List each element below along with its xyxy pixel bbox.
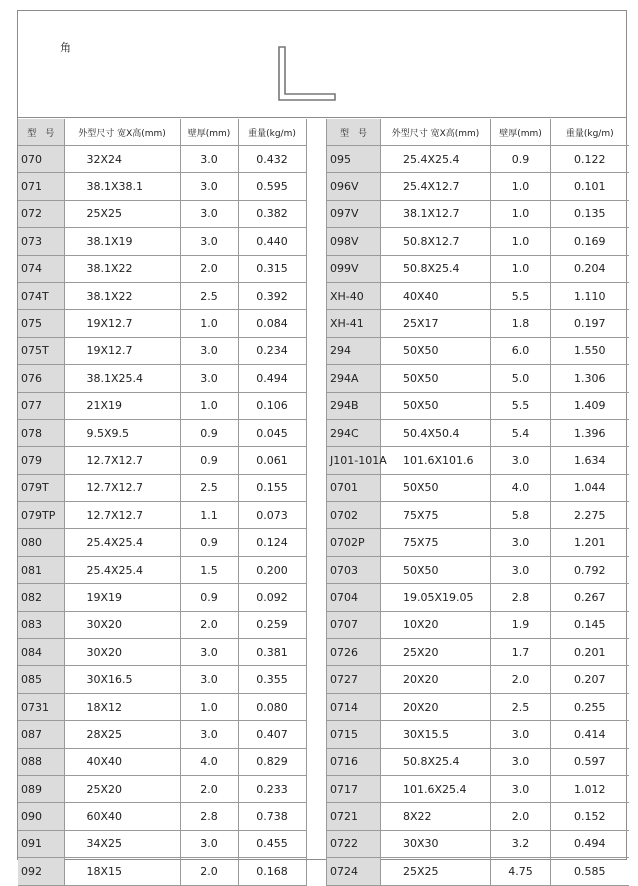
cell-size: 12.7X12.7 [64,447,180,474]
cell-size: 101.6X25.4 [381,775,491,802]
cell-thickness: 1.8 [491,310,551,337]
cell-weight: 1.550 [551,337,629,364]
cell-weight: 0.355 [238,666,306,693]
cell-model: 0727 [327,666,381,693]
col-header-model: 型 号 [18,119,64,146]
col-header-weight: 重量(kg/m) [551,119,629,146]
cell-thickness: 5.5 [491,392,551,419]
cell-model: 0715 [327,721,381,748]
cell-weight: 0.207 [551,666,629,693]
cell-thickness: 1.0 [180,392,238,419]
cell-model: 097V [327,200,381,227]
cell-thickness: 0.9 [180,584,238,611]
cell-size: 25X25 [381,858,491,885]
cell-size: 38.1X12.7 [381,200,491,227]
cell-size: 60X40 [64,803,180,830]
cell-weight: 0.106 [238,392,306,419]
cell-weight: 0.381 [238,639,306,666]
cell-size: 40X40 [381,282,491,309]
cell-thickness: 3.0 [491,556,551,583]
cell-size: 10X20 [381,611,491,638]
cell-weight: 1.044 [551,474,629,501]
table-row [327,337,629,364]
cell-thickness: 5.0 [491,365,551,392]
cell-thickness: 1.0 [180,310,238,337]
table-row [327,146,629,173]
table-row [327,419,629,446]
col-header-size: 外型尺寸 宽X高(mm) [381,119,491,146]
cell-thickness: 2.0 [491,803,551,830]
cell-weight: 0.315 [238,255,306,282]
cell-thickness: 2.8 [491,584,551,611]
cell-size: 50.8X25.4 [381,748,491,775]
cell-thickness: 1.5 [180,556,238,583]
cell-model: 087 [18,721,64,748]
cell-model: 090 [18,803,64,830]
cell-weight: 1.201 [551,529,629,556]
cell-weight: 0.494 [551,830,629,857]
cell-model: 092 [18,858,64,885]
col-header-size: 外型尺寸 宽X高(mm) [64,119,180,146]
cell-thickness: 3.0 [180,639,238,666]
cell-model: 098V [327,228,381,255]
cell-thickness: 4.0 [491,474,551,501]
cell-size: 25.4X25.4 [381,146,491,173]
table-gap [306,119,326,871]
cell-size: 19X19 [64,584,180,611]
cell-model: 0714 [327,693,381,720]
cell-model: 095 [327,146,381,173]
cell-size: 50X50 [381,337,491,364]
cell-model: 0704 [327,584,381,611]
cell-thickness: 3.0 [180,173,238,200]
cell-size: 38.1X25.4 [64,365,180,392]
cell-size: 75X75 [381,502,491,529]
cell-model: 0726 [327,639,381,666]
cell-thickness: 2.0 [180,858,238,885]
cell-thickness: 3.0 [180,666,238,693]
cell-thickness: 3.0 [491,447,551,474]
cell-thickness: 1.0 [491,228,551,255]
cell-thickness: 3.0 [180,830,238,857]
cell-model: 075T [18,337,64,364]
cell-model: 091 [18,830,64,857]
cell-weight: 0.061 [238,447,306,474]
cell-thickness: 4.0 [180,748,238,775]
cell-size: 50.8X25.4 [381,255,491,282]
col-header-thickness: 壁厚(mm) [491,119,551,146]
table-row [327,173,629,200]
cell-size: 19X12.7 [64,310,180,337]
cell-weight: 0.234 [238,337,306,364]
cell-thickness: 0.9 [180,419,238,446]
cell-weight: 0.122 [551,146,629,173]
table-header-row [18,119,306,146]
cell-weight: 0.204 [551,255,629,282]
cell-weight: 0.233 [238,775,306,802]
cell-thickness: 5.4 [491,419,551,446]
table-row [18,365,306,392]
cell-thickness: 2.0 [180,255,238,282]
table-row [18,639,306,666]
cell-size: 12.7X12.7 [64,474,180,501]
cell-thickness: 1.0 [491,200,551,227]
table-row [327,721,629,748]
cell-model: 084 [18,639,64,666]
cell-size: 30X30 [381,830,491,857]
cell-weight: 0.255 [551,693,629,720]
cell-model: 079T [18,474,64,501]
cell-thickness: 5.8 [491,502,551,529]
cell-weight: 0.414 [551,721,629,748]
table-row [327,502,629,529]
cell-thickness: 2.5 [180,474,238,501]
cell-size: 25X17 [381,310,491,337]
cell-model: 080 [18,529,64,556]
col-header-weight: 重量(kg/m) [238,119,306,146]
table-row [327,693,629,720]
cell-model: 0701 [327,474,381,501]
cell-model: 085 [18,666,64,693]
cell-model: 077 [18,392,64,419]
table-row [327,228,629,255]
cell-model: J101-101A [327,447,381,474]
cell-weight: 0.135 [551,200,629,227]
cell-model: 294A [327,365,381,392]
cell-thickness: 3.0 [180,146,238,173]
table-row [18,255,306,282]
cell-weight: 0.092 [238,584,306,611]
cell-weight: 0.494 [238,365,306,392]
cell-size: 38.1X38.1 [64,173,180,200]
cell-thickness: 3.0 [491,775,551,802]
cell-size: 75X75 [381,529,491,556]
cell-thickness: 0.9 [491,146,551,173]
table-row [18,419,306,446]
cell-weight: 0.597 [551,748,629,775]
cell-thickness: 2.0 [180,775,238,802]
cell-size: 30X20 [64,611,180,638]
table-row [18,502,306,529]
cell-size: 101.6X101.6 [381,447,491,474]
cell-thickness: 2.5 [491,693,551,720]
cell-model: 088 [18,748,64,775]
cell-size: 30X20 [64,639,180,666]
cell-model: 078 [18,419,64,446]
cell-model: XH-40 [327,282,381,309]
cell-weight: 1.634 [551,447,629,474]
cell-size: 30X16.5 [64,666,180,693]
table-row [18,282,306,309]
cell-thickness: 4.75 [491,858,551,885]
table-row [18,611,306,638]
table-row [327,282,629,309]
cell-size: 50X50 [381,365,491,392]
cell-weight: 0.440 [238,228,306,255]
cell-size: 38.1X22 [64,282,180,309]
cell-weight: 0.080 [238,693,306,720]
cell-weight: 1.396 [551,419,629,446]
table-row [327,310,629,337]
cell-weight: 0.169 [551,228,629,255]
cell-weight: 0.197 [551,310,629,337]
table-row [327,255,629,282]
cell-model: 0707 [327,611,381,638]
cell-model: 082 [18,584,64,611]
cell-size: 25.4X25.4 [64,529,180,556]
cell-model: 0717 [327,775,381,802]
cell-weight: 1.110 [551,282,629,309]
cell-size: 25X20 [381,639,491,666]
table-row [327,200,629,227]
cell-thickness: 2.0 [180,611,238,638]
cell-model: 089 [18,775,64,802]
cell-model: 0716 [327,748,381,775]
table-row [18,447,306,474]
cell-model: 0724 [327,858,381,885]
table-row [18,173,306,200]
cell-size: 50.4X50.4 [381,419,491,446]
cell-thickness: 0.9 [180,529,238,556]
table-row [327,365,629,392]
cell-thickness: 3.0 [180,721,238,748]
catalog-frame [17,10,627,878]
table-row [18,200,306,227]
table-row [327,748,629,775]
cell-model: 076 [18,365,64,392]
table-row [327,858,629,885]
cell-weight: 0.382 [238,200,306,227]
cell-weight: 0.155 [238,474,306,501]
cell-weight: 0.595 [238,173,306,200]
cell-model: 0721 [327,803,381,830]
cell-weight: 0.073 [238,502,306,529]
cell-model: 070 [18,146,64,173]
cell-size: 50X50 [381,474,491,501]
col-header-thickness: 壁厚(mm) [180,119,238,146]
cell-weight: 0.432 [238,146,306,173]
cell-size: 25X20 [64,775,180,802]
cell-weight: 0.792 [551,556,629,583]
cell-weight: 0.585 [551,858,629,885]
cell-model: 0731 [18,693,64,720]
table-row [18,830,306,857]
table-row [327,611,629,638]
table-row [18,529,306,556]
cell-weight: 0.168 [238,858,306,885]
table-row [18,392,306,419]
cell-model: 0702P [327,529,381,556]
cell-thickness: 2.5 [180,282,238,309]
catalog-header [18,11,626,118]
cell-size: 32X24 [64,146,180,173]
spec-table-right [326,119,629,886]
cell-size: 25.4X12.7 [381,173,491,200]
cell-size: 9.5X9.5 [64,419,180,446]
cell-weight: 0.259 [238,611,306,638]
cell-thickness: 3.0 [491,748,551,775]
table-row [327,666,629,693]
cell-model: 075 [18,310,64,337]
table-row [327,803,629,830]
cell-thickness: 1.0 [180,693,238,720]
cell-size: 30X15.5 [381,721,491,748]
cell-model: 294 [327,337,381,364]
cell-weight: 0.101 [551,173,629,200]
cell-size: 19.05X19.05 [381,584,491,611]
col-header-model: 型 号 [327,119,381,146]
spec-table-left [18,119,307,886]
table-row [327,830,629,857]
cell-thickness: 3.0 [180,200,238,227]
cell-weight: 1.306 [551,365,629,392]
cell-model: 074 [18,255,64,282]
cell-size: 21X19 [64,392,180,419]
cell-thickness: 1.7 [491,639,551,666]
cell-thickness: 1.9 [491,611,551,638]
table-row [18,803,306,830]
cell-weight: 1.409 [551,392,629,419]
cell-thickness: 1.0 [491,255,551,282]
cell-model: XH-41 [327,310,381,337]
table-row [18,584,306,611]
cell-thickness: 5.5 [491,282,551,309]
cell-weight: 0.201 [551,639,629,666]
cell-thickness: 2.8 [180,803,238,830]
table-row [18,556,306,583]
cell-model: 071 [18,173,64,200]
cell-size: 18X15 [64,858,180,885]
cell-thickness: 3.2 [491,830,551,857]
table-row [18,228,306,255]
cell-size: 50.8X12.7 [381,228,491,255]
cell-model: 073 [18,228,64,255]
cell-weight: 0.407 [238,721,306,748]
cell-thickness: 2.0 [491,666,551,693]
table-row [18,146,306,173]
cell-thickness: 3.0 [491,721,551,748]
table-row [327,447,629,474]
cell-weight: 1.012 [551,775,629,802]
cell-model: 081 [18,556,64,583]
cell-weight: 0.738 [238,803,306,830]
cell-weight: 0.124 [238,529,306,556]
cell-size: 18X12 [64,693,180,720]
table-row [327,639,629,666]
table-row [18,310,306,337]
table-row [327,775,629,802]
cell-size: 8X22 [381,803,491,830]
table-row [327,392,629,419]
cell-thickness: 0.9 [180,447,238,474]
cell-thickness: 3.0 [180,337,238,364]
cell-thickness: 3.0 [491,529,551,556]
cell-size: 20X20 [381,666,491,693]
cell-weight: 2.275 [551,502,629,529]
angle-profile-icon [277,46,337,101]
cell-weight: 0.045 [238,419,306,446]
cell-model: 099V [327,255,381,282]
table-header-row [327,119,629,146]
cell-model: 079TP [18,502,64,529]
cell-weight: 0.829 [238,748,306,775]
table-row [18,693,306,720]
cell-size: 19X12.7 [64,337,180,364]
cell-size: 40X40 [64,748,180,775]
table-row [18,721,306,748]
cell-model: 079 [18,447,64,474]
cell-thickness: 1.0 [491,173,551,200]
cell-size: 28X25 [64,721,180,748]
table-row [327,474,629,501]
cell-size: 34X25 [64,830,180,857]
cell-model: 294C [327,419,381,446]
cell-size: 50X50 [381,392,491,419]
cell-thickness: 3.0 [180,228,238,255]
cell-weight: 0.455 [238,830,306,857]
table-row [18,775,306,802]
cell-model: 072 [18,200,64,227]
cell-weight: 0.200 [238,556,306,583]
cell-size: 20X20 [381,693,491,720]
table-row [327,529,629,556]
cell-weight: 0.152 [551,803,629,830]
cell-size: 38.1X19 [64,228,180,255]
cell-model: 083 [18,611,64,638]
cell-size: 25.4X25.4 [64,556,180,583]
cell-model: 0703 [327,556,381,583]
cell-weight: 0.145 [551,611,629,638]
cell-size: 50X50 [381,556,491,583]
table-row [18,858,306,885]
cell-model: 0702 [327,502,381,529]
cell-model: 294B [327,392,381,419]
cell-size: 12.7X12.7 [64,502,180,529]
cell-model: 074T [18,282,64,309]
table-row [18,666,306,693]
cell-weight: 0.084 [238,310,306,337]
cell-thickness: 3.0 [180,365,238,392]
cell-thickness: 1.1 [180,502,238,529]
table-row [18,748,306,775]
cell-thickness: 6.0 [491,337,551,364]
table-row [327,556,629,583]
cell-model: 0722 [327,830,381,857]
section-title: 角 [60,41,71,54]
cell-weight: 0.392 [238,282,306,309]
cell-weight: 0.267 [551,584,629,611]
table-row [18,337,306,364]
cell-size: 25X25 [64,200,180,227]
table-row [327,584,629,611]
table-row [18,474,306,501]
cell-size: 38.1X22 [64,255,180,282]
cell-model: 096V [327,173,381,200]
